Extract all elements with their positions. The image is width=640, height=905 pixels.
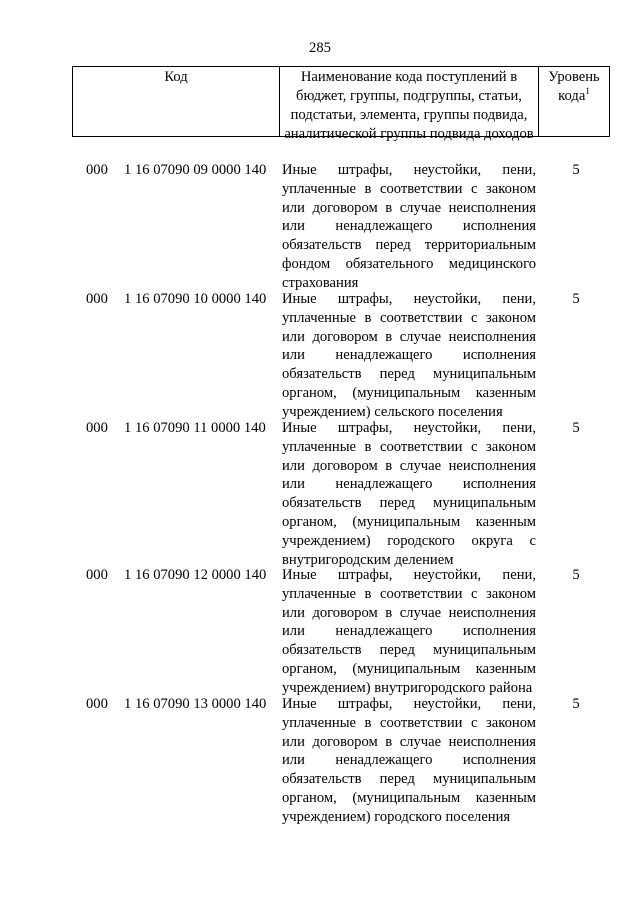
row-name: Иные штрафы, неустойки, пени, уплаченные в соответствии с законом или договором в случае неисполнения или ненадлежащего исполнения обязательств перед муниципальным органом, (муниципальным казенным учреждением) городского поселения xyxy=(282,696,536,825)
row-level: 5 xyxy=(572,696,580,712)
row-level: 5 xyxy=(572,420,580,436)
row-admin-code: 000 xyxy=(86,162,108,178)
row-level: 5 xyxy=(572,567,580,583)
row-kbk-code: 1 16 07090 13 0000 140 xyxy=(124,696,267,712)
table-header xyxy=(72,66,610,142)
row-kbk-code: 1 16 07090 09 0000 140 xyxy=(124,162,267,178)
row-name: Иные штрафы, неустойки, пени, уплаченные в соответствии с законом или договором в случае неисполнения или ненадлежащего исполнения обязательств перед территориальным фондом обязательного медицинского страхования xyxy=(282,162,536,291)
row-kbk-code: 1 16 07090 11 0000 140 xyxy=(124,420,266,436)
row-level: 5 xyxy=(572,162,580,178)
row-admin-code: 000 xyxy=(86,696,108,712)
row-kbk-code: 1 16 07090 12 0000 140 xyxy=(124,567,267,583)
header-code: Код xyxy=(164,69,188,85)
row-name: Иные штрафы, неустойки, пени, уплаченные в соответствии с законом или договором в случае неисполнения или ненадлежащего исполнения обязательств перед муниципальным органом, (муниципальным казенным учреждением) внутригородского района xyxy=(282,567,536,696)
row-admin-code: 000 xyxy=(86,420,108,436)
row-name: Иные штрафы, неустойки, пени, уплаченные в соответствии с законом или договором в случае неисполнения или ненадлежащего исполнения обязательств перед муниципальным органом, (муниципальным казенным учреждением) городского округа с внутригородским делением xyxy=(282,420,536,568)
row-admin-code: 000 xyxy=(86,291,108,307)
page-number: 285 xyxy=(309,40,331,56)
header-level-label: Уровень кода xyxy=(548,69,600,104)
row-level: 5 xyxy=(572,291,580,307)
header-level-footnote: 1 xyxy=(585,86,590,96)
row-kbk-code: 1 16 07090 10 0000 140 xyxy=(124,291,267,307)
row-admin-code: 000 xyxy=(86,567,108,583)
header-name: Наименование кода поступлений в бюджет, группы, подгруппы, статьи, подстатьи, элемента, группы подвида, аналитической группы подвида доходов xyxy=(279,67,539,136)
row-name: Иные штрафы, неустойки, пени, уплаченные в соответствии с законом или договором в случае неисполнения или ненадлежащего исполнения обязательств перед муниципальным органом, (муниципальным казенным учреждением) сельского поселения xyxy=(282,291,536,420)
header-level xyxy=(539,67,609,136)
